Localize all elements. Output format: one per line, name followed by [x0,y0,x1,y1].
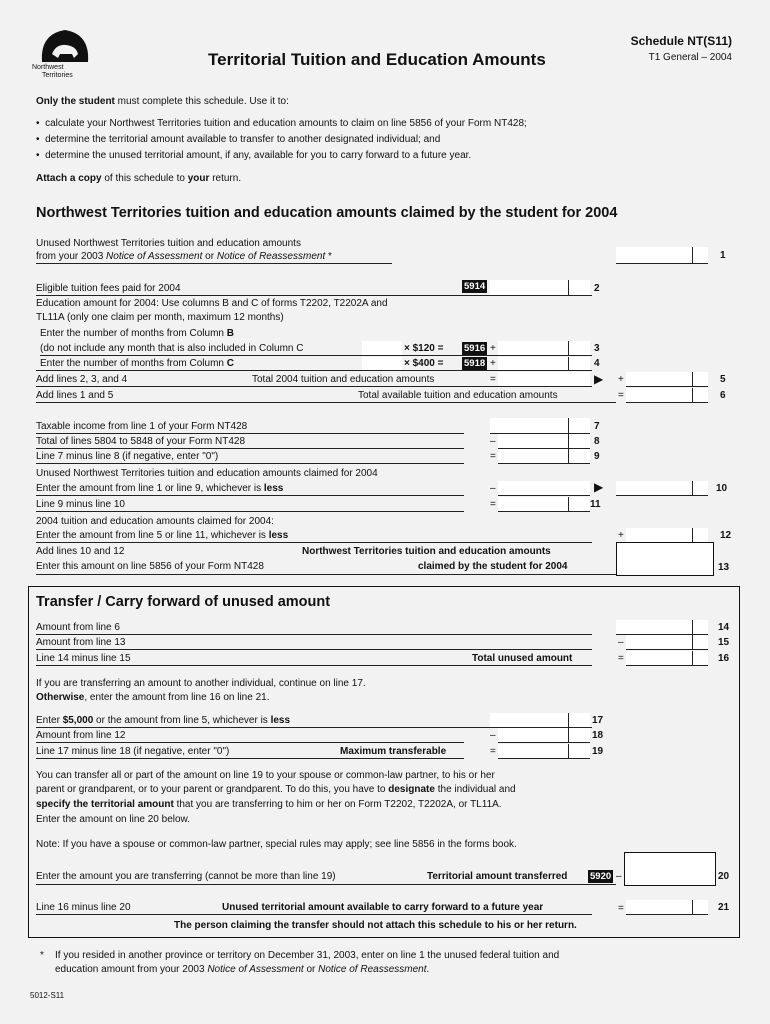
line5-plus: + [618,374,624,385]
intro-bullet-2-text: determine the territorial amount available to transfer to another designated individual; and [45,134,441,145]
line11-label: Line 9 minus line 10 [36,499,125,510]
fn-b-i2: Notice of Reassessment [318,964,427,975]
line18-minus: – [490,730,496,741]
intro-lead [36,96,289,107]
l17-b1: $5,000 [62,715,94,726]
line11-number: 11 [590,499,601,510]
line20-number: 20 [718,871,730,882]
line12-number: 12 [720,530,732,541]
line15-number: 15 [718,637,730,648]
attach-instruction [36,173,241,184]
form-code: 5012-S11 [30,991,65,1000]
fn-b-end: . [426,964,430,975]
line1-b-pre: from your 2003 [36,251,107,262]
line4-label [40,358,234,369]
code-5920: 5920 [590,871,612,882]
line14-input[interactable] [616,620,708,635]
line7-input[interactable] [490,418,590,434]
line14-label: Amount from line 6 [36,622,120,633]
transfer-paragraph-a: You can transfer all or part of the amount on line 19 to your spouse or common-law partner, to his or her [36,770,495,781]
line18-label: Amount from line 12 [36,730,126,741]
l4-pre: Enter the number of months from Column [40,358,227,369]
transfer-paragraph-c [36,799,502,810]
line20-input[interactable] [624,852,716,886]
line4-months-input[interactable] [362,357,402,370]
fn-b-pre: education amount from your 2003 [55,964,208,975]
line1-b-mid: or [202,251,217,262]
nwt-logo [30,24,100,80]
line20-minus: – [616,871,622,882]
schedule-subtitle: T1 General – 2004 [648,52,732,63]
line16-label: Line 14 minus line 15 [36,653,131,664]
line15-minus: – [618,637,624,648]
line1-b-i2: Notice of Reassessment [216,251,326,262]
line13-total-a: Northwest Territories tuition and education amounts [302,546,551,557]
line12-label-a: 2004 tuition and education amounts claimed for 2004: [36,516,274,527]
p2b-rest: the individual and [434,784,516,795]
line8-label: Total of lines 5804 to 5848 of your Form NT428 [36,436,246,447]
line5-number: 5 [720,374,726,385]
line19-label: Line 17 minus line 18 (if negative, enter "0") [36,746,230,757]
line1-label-b [36,251,332,262]
line13-label-a: Add lines 10 and 12 [36,546,125,557]
attach-d: return. [209,173,242,184]
l17-mid: or the amount from line 5, whichever is [93,715,271,726]
l10b-b: less [263,483,284,494]
line21-total: Unused territorial amount available to carry forward to a future year [222,902,544,913]
line6-input[interactable] [626,388,708,403]
paragraph-continue: If you are transferring an amount to another individual, continue on line 17. [36,678,366,689]
line2-number: 2 [594,283,600,294]
line14-number: 14 [718,622,730,633]
transfer-paragraph-b [36,784,516,795]
line4-plus: + [490,358,496,369]
line21-input[interactable] [626,900,708,915]
line2-label: Eligible tuition fees paid for 2004 [36,283,181,294]
line17-label [36,715,290,726]
code-5916: 5916 [464,343,486,354]
l12b-pre: Enter the amount from line 5 or line 11, whichever is [36,530,269,541]
line19-input[interactable] [498,744,590,759]
section1-heading: Northwest Territories tuition and education amounts claimed by the student for 2004 [36,205,618,221]
line5-equals: = [490,374,496,385]
line18-input[interactable] [498,728,590,743]
line11-equals: = [490,499,496,510]
line13-label-b: Enter this amount on line 5856 of your Form NT428 [36,561,264,572]
p2c-b: specify the territorial amount [36,799,174,810]
l3a-pre: Enter the number of months from Column [40,328,227,339]
line4-rate: × $400 = [404,358,444,369]
edu-text-a: Education amount for 2004: Use columns B and C of forms T2202, T2202A and [36,298,388,309]
line19-equals: = [490,746,496,757]
line13-number: 13 [718,562,730,573]
line6-number: 6 [720,390,726,401]
intro-bullet-2: • determine the territorial amount available to transfer to another designated individual; and [36,134,441,145]
line10-arrow: ▶ [594,480,604,494]
line10-label-b [36,483,283,494]
line5-label: Add lines 2, 3, and 4 [36,374,128,385]
line21-label: Line 16 minus line 20 [36,902,131,913]
line1-input[interactable] [616,247,708,264]
line1-b-star: * [325,251,332,262]
line16-input[interactable] [626,651,708,666]
line5-subtotal-input[interactable] [498,372,590,386]
line2-input[interactable] [490,280,590,295]
line9-input[interactable] [498,449,590,464]
line16-equals: = [618,653,624,664]
note-text: Note: If you have a spouse or common-law partner, special rules may apply; see line 5856 in the forms book. [36,839,517,850]
polar-bear-icon [30,24,100,66]
intro-bullet-1: • calculate your Northwest Territories tuition and education amounts to claim on line 5856 of your Form NT428; [36,118,527,129]
code-5914: 5914 [464,281,486,292]
line10-input[interactable] [616,481,708,496]
line6-total: Total available tuition and education amounts [358,390,558,401]
transfer-warning: The person claiming the transfer should not attach this schedule to his or her return. [174,920,577,931]
line9-number: 9 [594,451,600,462]
l17-pre: Enter [36,715,63,726]
line10-minus: – [490,483,496,494]
line12-input[interactable] [626,528,708,543]
line8-input[interactable] [498,434,590,449]
p2c-rest: that you are transferring to him or her on Form T2202, T2202A, or TL11A. [173,799,502,810]
line3-input[interactable] [498,341,590,355]
fn-b-mid: or [303,964,319,975]
line7-label: Taxable income from line 1 of your Form NT428 [36,421,248,432]
line1-label-a: Unused Northwest Territories tuition and education amounts [36,238,301,249]
fn-b-i1: Notice of Assessment [207,964,304,975]
line5-total: Total 2004 tuition and education amounts [252,374,435,385]
footnote-star: * [40,950,44,961]
line3-plus: + [490,343,496,354]
line9-label: Line 7 minus line 8 (if negative, enter "0") [36,451,219,462]
line12-plus: + [618,530,624,541]
line8-number: 8 [594,436,600,447]
line15-label: Amount from line 13 [36,637,126,648]
intro-lead-bold: Only the student [36,96,115,107]
line4-number: 4 [594,358,600,369]
transfer-paragraph-d: Enter the amount on line 20 below. [36,814,190,825]
logo-line1: Northwest [32,64,64,71]
p2b-b: designate [388,784,435,795]
line3-label-b: (do not include any month that is also included in Column C [40,343,304,354]
line13-input[interactable] [616,542,714,576]
line16-total: Total unused amount [472,653,573,664]
footnote-line-b [55,964,429,975]
line17-input[interactable] [490,713,590,727]
intro-bullet-1-text: calculate your Northwest Territories tuition and education amounts to claim on line 5856 of your Form NT428; [45,118,527,129]
line20-label: Enter the amount you are transferring (cannot be more than line 19) [36,871,336,882]
logo-line2: Territories [42,72,73,79]
line15-input[interactable] [626,635,708,650]
footnote-line-a: If you resided in another province or territory on December 31, 2003, enter on line 1 the unused federal tuition and [55,950,560,961]
attach-b: of this schedule to [101,173,188,184]
page-title: Territorial Tuition and Education Amounts [208,50,546,69]
l3a-b: B [226,328,234,339]
section2-heading: Transfer / Carry forward of unused amount [36,594,331,610]
line16-number: 16 [718,653,730,664]
l17-b2: less [270,715,291,726]
l10b-pre: Enter the amount from line 1 or line 9, whichever is [36,483,264,494]
line13-total-b: claimed by the student for 2004 [418,561,568,572]
line6-equals: = [618,390,624,401]
intro-bullet-3: • determine the unused territorial amount, if any, available for you to carry forward to a future year. [36,150,472,161]
otherwise-rest: , enter the amount from line 16 on line 21. [84,692,270,703]
line3-label-a [40,328,234,339]
paragraph-otherwise [36,692,269,703]
line20-total: Territorial amount transferred [427,871,568,882]
line18-number: 18 [592,730,604,741]
line6-label: Add lines 1 and 5 [36,390,114,401]
line4-input[interactable] [498,357,590,370]
schedule-id: Schedule NT(S11) [630,34,732,48]
intro-lead-rest: must complete this schedule. Use it to: [114,96,289,107]
line9-equals: = [490,451,496,462]
attach-a: Attach a copy [36,173,102,184]
line19-total: Maximum transferable [340,746,447,757]
line3-number: 3 [594,343,600,354]
line1-number: 1 [720,250,726,261]
otherwise-bold: Otherwise [36,692,85,703]
edu-text-b: TL11A (only one claim per month, maximum 12 months) [36,312,284,323]
line7-number: 7 [594,421,600,432]
l4-b: C [226,358,234,369]
line10-subtotal-input[interactable] [498,481,590,496]
intro-bullet-3-text: determine the unused territorial amount, if any, available for you to carry forward to a future year. [45,150,472,161]
line12-label-b [36,530,288,541]
line10-label-a: Unused Northwest Territories tuition and education amounts claimed for 2004 [36,468,378,479]
l12b-b: less [268,530,289,541]
line10-number: 10 [716,483,728,494]
line3-months-input[interactable] [362,341,402,355]
line17-number: 17 [592,715,604,726]
line5-input[interactable] [626,372,708,387]
line3-rate: × $120 = [404,343,444,354]
line1-b-i1: Notice of Assessment [106,251,203,262]
p2b-pre: parent or grandparent, or to your parent or grandparent. To do this, you have to [36,784,389,795]
line8-minus: – [490,436,496,447]
line11-input[interactable] [498,497,590,512]
attach-c: your [187,173,210,184]
line19-number: 19 [592,746,604,757]
line21-number: 21 [718,902,730,913]
line21-equals: = [618,903,624,914]
line5-arrow: ▶ [594,372,604,386]
code-5918: 5918 [464,358,486,369]
